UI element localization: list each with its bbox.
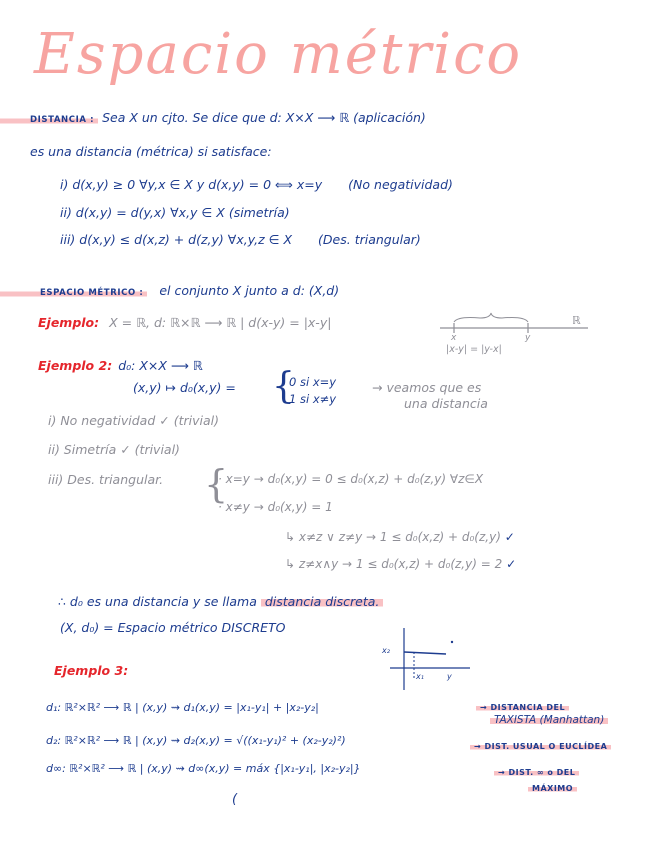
ejemplo2-row [38, 358, 203, 373]
proof-p3-c-text: ↳ x≠z ∨ z≠y → 1 ≤ d₀(x,z) + d₀(z,y) [285, 530, 501, 544]
ejemplo1-text: X = ℝ, d: ℝ×ℝ ⟶ ℝ | d(x-y) = |x-y| [109, 315, 332, 330]
d2-definition: d₂: ℝ²×ℝ² ⟶ ℝ | (x,y) ⇝ d₂(x,y) = √((x₁-y₁)² + (x₂-y₂)²) [46, 734, 346, 747]
proof-p2: ii) Simetría ✓ (trivial) [48, 442, 180, 457]
graph-y-label: y [447, 672, 452, 681]
dinf-note2-wrap [528, 779, 577, 794]
case-equal: 0 si x=y [289, 375, 337, 389]
distancia-label-wrap [0, 110, 426, 125]
proof-p3-d [285, 557, 516, 571]
point-y-label: y [525, 333, 531, 343]
ejemplo2-note2: una distancia [404, 396, 488, 411]
ejemplo2-label: Ejemplo 2: [38, 358, 113, 373]
proof-p1: i) No negatividad ✓ (trivial) [48, 413, 219, 428]
cond3-note: (Des. triangular) [318, 232, 421, 247]
ejemplo1-row [38, 315, 331, 330]
proof-p3-d-text: ↳ z≠x∧y → 1 ≤ d₀(x,z) + d₀(z,y) = 2 [285, 557, 503, 571]
stray-mark: ( [232, 792, 238, 807]
distancia-cond2: ii) d(x,y) = d(y,x) ∀x,y ∈ X (simetría) [60, 205, 290, 220]
distancia-cond3 [60, 232, 421, 247]
dinf-definition: d∞: ℝ²×ℝ² ⟶ ℝ | (x,y) ⇝ d∞(x,y) = máx {|x₁-y₁|, |x₂-y₂|} [46, 762, 361, 775]
proof-p3-a: · x=y → d₀(x,y) = 0 ≤ d₀(x,z) + d₀(z,y) ∀z∈X [218, 472, 484, 486]
d2-note-wrap [470, 737, 611, 752]
graph-x1-label: x₁ [416, 672, 424, 681]
espacio-label: ESPACIO MÉTRICO : [0, 288, 147, 298]
conclusion-text: ∴ d₀ es una distancia y se llama [58, 594, 257, 609]
cond3-text: iii) d(x,y) ≤ d(x,z) + d(z,y) ∀x,y,z ∈ X [60, 232, 293, 247]
graph-x2-label: x₂ [382, 646, 390, 655]
check-mark-icon: ✓ [504, 530, 515, 544]
proof-p3-c [285, 530, 515, 544]
proof-brace: { [204, 462, 229, 506]
cases-brace: { [272, 366, 295, 407]
conclusion-highlight: distancia discreta. [261, 594, 384, 609]
conclusion-line1 [58, 594, 383, 609]
distancia-label: DISTANCIA : [0, 115, 98, 125]
distancia-line2: es una distancia (métrica) si satisface: [30, 144, 272, 159]
espacio-wrap [0, 283, 339, 298]
ejemplo2-note1: → veamos que es [372, 380, 482, 395]
cond1-note: (No negatividad) [348, 177, 453, 192]
ejemplo1-label: Ejemplo: [38, 315, 100, 330]
ejemplo3-label: Ejemplo 3: [54, 663, 129, 678]
proof-p3-b: · x≠y → d₀(x,y) = 1 [218, 500, 333, 514]
dinf-note2: MÁXIMO [528, 784, 577, 793]
distancia-line1: Sea X un cjto. Se dice que d: X×X ⟶ ℝ (aplicación) [102, 110, 426, 125]
dinf-note1-wrap [494, 763, 579, 778]
espacio-text: el conjunto X junto a d: (X,d) [159, 283, 340, 298]
distancia-cond1 [60, 177, 453, 192]
d1-definition: d₁: ℝ²×ℝ² ⟶ ℝ | (x,y) ⇝ d₁(x,y) = |x₁-y₁| + |x₂-y₂| [46, 701, 319, 714]
proof-p3-label: iii) Des. triangular. [48, 472, 164, 487]
conclusion-line2: (X, d₀) = Espacio métrico DISCRETO [60, 620, 286, 635]
d1-note1-wrap [476, 698, 569, 713]
case-different: 1 si x≠y [289, 392, 337, 406]
check-mark-icon: ✓ [506, 557, 517, 571]
point-x-label: x [451, 333, 457, 343]
dinf-note1: → DIST. ∞ o DEL [494, 768, 579, 777]
page-title: Espacio métrico [34, 22, 523, 87]
ejemplo2-def2: (x,y) ↦ d₀(x,y) = [133, 380, 236, 395]
d2-note: → DIST. USUAL O EUCLÍDEA [470, 742, 611, 751]
d1-note2-wrap [490, 714, 608, 726]
cond1-text: i) d(x,y) ≥ 0 ∀y,x ∈ X y d(x,y) = 0 ⟺ x=y [60, 177, 323, 192]
real-axis-label: ℝ [572, 314, 581, 327]
ejemplo2-def1: d₀: X×X ⟶ ℝ [118, 358, 203, 373]
d1-note2: TAXISTA (Manhattan) [490, 714, 608, 726]
plane-sketch [390, 628, 480, 694]
sketch-caption: |x-y| = |y-x| [446, 344, 502, 355]
d1-note1: → DISTANCIA DEL [476, 703, 569, 712]
